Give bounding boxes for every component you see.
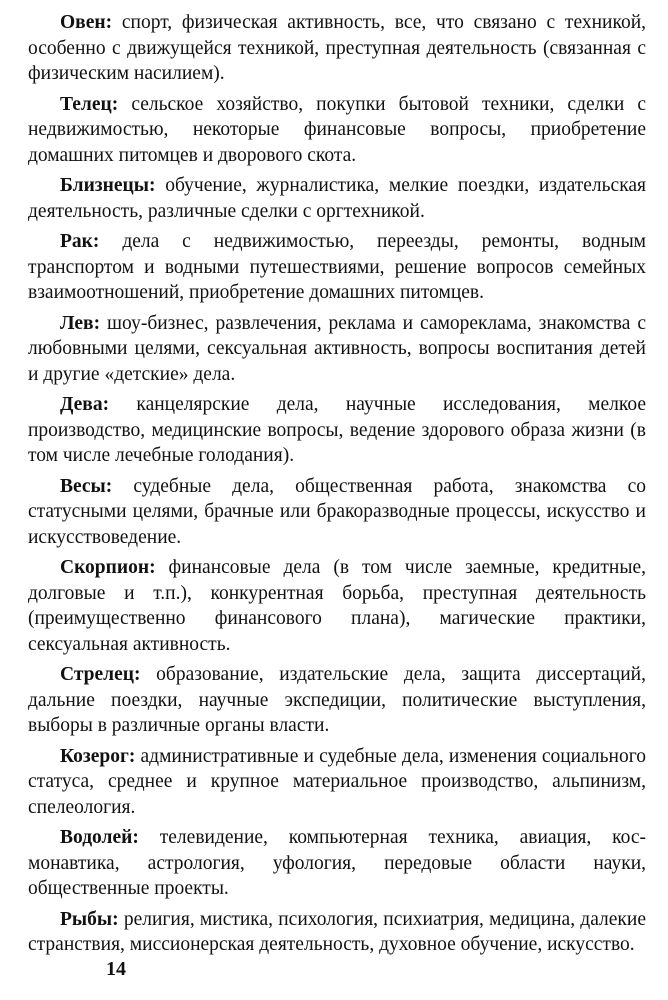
entry-text: обучение, журналистика, мелкие поездки, издательская деятельность, различные сделки с оргтехникой. bbox=[28, 175, 647, 222]
entry-virgo bbox=[28, 392, 646, 469]
sign-label: Близнецы: bbox=[60, 175, 156, 196]
entry-leo bbox=[28, 311, 646, 388]
sign-label: Весы: bbox=[60, 475, 113, 497]
entry-libra bbox=[28, 474, 646, 551]
sign-label: Овен: bbox=[60, 12, 113, 33]
entry-taurus bbox=[28, 92, 646, 169]
entry-aries bbox=[28, 10, 646, 87]
entry-text: религия, мистика, психология, психиатрия, медицина, далекие странствия, миссионерская деятельность, духовное обучение, искусство. bbox=[28, 908, 647, 955]
entry-aquarius bbox=[28, 825, 646, 902]
entry-cancer bbox=[28, 229, 646, 306]
entry-pisces bbox=[28, 907, 646, 958]
entry-text: административные и судебные дела, изменения социального статуса, среднее и крупное материальное производство, альпинизм, спелеология. bbox=[28, 745, 646, 818]
entry-sagittarius bbox=[28, 662, 646, 739]
entry-text: сельское хозяйство, покупки бытовой техники, сделки с недвижимостью, некоторые финансовые вопросы, приобретение домашних питомцев и дворового скота. bbox=[28, 93, 646, 166]
sign-label: Стрелец: bbox=[60, 664, 141, 685]
entry-gemini bbox=[28, 173, 646, 224]
sign-label: Телец: bbox=[60, 93, 119, 115]
entry-text: финансовые дела (в том числе заемные, кредитные, долговые и т.п.), конкурентная борьба, преступная деятельность (преимущественно финансового плана), магические практики, сексуальная активность. bbox=[28, 557, 647, 655]
entry-text: дела с недвижимостью, переезды, ремонты, водным транспортом и водными путешествиями, решение вопросов семейных взаимоотношений, приобретение домашних питомцев. bbox=[28, 231, 647, 303]
entry-text: спорт, физическая активность, все, что связано с техникой, особенно с движущейся техникой, преступная деятельность (связанная с физическим насилием). bbox=[28, 12, 647, 84]
entry-capricorn bbox=[28, 744, 646, 821]
page-number: 14 bbox=[106, 958, 126, 980]
entry-text: телевидение, компьютерная техника, авиация, космонавтика, астрология, уфология, передовые области науки, общественные проекты. bbox=[28, 827, 646, 899]
zodiac-activities-list bbox=[28, 10, 646, 958]
entry-text: судебные дела, общественная работа, знакомства со статусными целями, брачные или бракоразводные процессы, искусство и искусствоведение. bbox=[28, 475, 646, 548]
entry-text: образование, издательские дела, защита диссертаций, дальние поездки, научные экспедиции, политические выступления, выборы в различные органы власти. bbox=[28, 664, 646, 736]
sign-label: Рыбы: bbox=[60, 908, 119, 930]
sign-label: Дева: bbox=[60, 394, 110, 415]
entry-scorpio bbox=[28, 555, 646, 657]
entry-text: шоу-бизнес, развлечения, реклама и самореклама, знакомства с любовными целями, сексуальная активность, вопросы воспитания детей и другие «детские» дела. bbox=[28, 312, 647, 385]
entry-text: канцелярские дела, научные исследования, мелкое производство, медицинские вопросы, ведение здорового образа жизни (в том числе лечебные голодания). bbox=[28, 394, 647, 466]
sign-label: Скорпион: bbox=[60, 557, 156, 578]
sign-label: Водолей: bbox=[60, 827, 139, 848]
sign-label: Козерог: bbox=[60, 745, 136, 767]
sign-label: Лев: bbox=[60, 312, 101, 334]
sign-label: Рак: bbox=[60, 231, 100, 252]
